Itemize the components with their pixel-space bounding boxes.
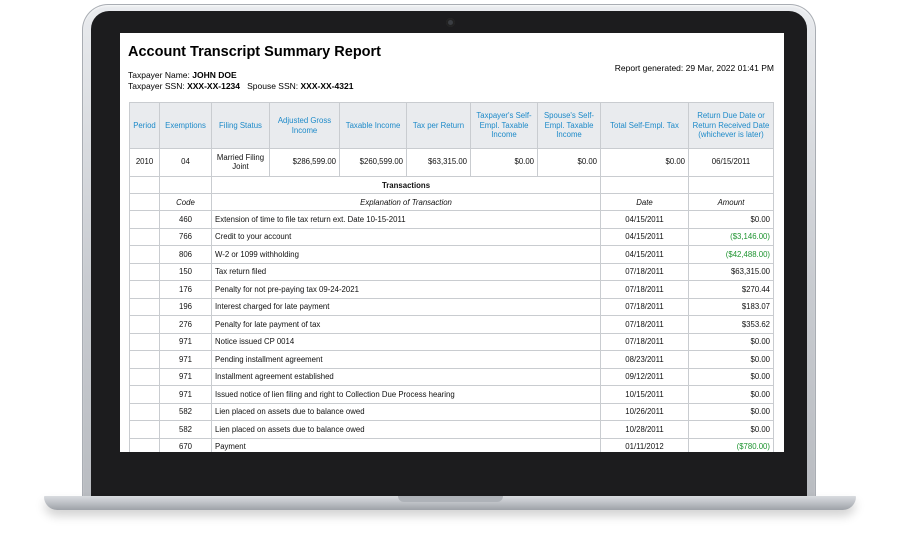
transaction-amount: ($3,146.00) [689, 228, 774, 246]
taxpayer-name-label: Taxpayer Name: [128, 70, 190, 80]
transaction-amount: ($42,488.00) [689, 246, 774, 264]
taxpayer-name-line [128, 70, 237, 80]
transaction-amount: $0.00 [689, 421, 774, 439]
transaction-code: 196 [160, 298, 212, 316]
transaction-date: 07/18/2011 [601, 281, 689, 299]
transaction-explanation: Tax return filed [212, 263, 601, 281]
header-total-se-tax: Total Self-Empl. Tax [601, 103, 689, 149]
transaction-amount: ($780.00) [689, 438, 774, 452]
transaction-explanation: Installment agreement established [212, 368, 601, 386]
transaction-row [130, 246, 774, 264]
transaction-explanation: Penalty for late payment of tax [212, 316, 601, 334]
transaction-code: 971 [160, 351, 212, 369]
spouse-ssn: XXX-XX-4321 [300, 81, 354, 91]
spouse-ssn-label: Spouse SSN: [247, 81, 299, 91]
transaction-row [130, 386, 774, 404]
transaction-row [130, 438, 774, 452]
cell-agi: $286,599.00 [270, 149, 340, 177]
header-code: Code [160, 194, 212, 211]
cell-taxable-income: $260,599.00 [340, 149, 407, 177]
transactions-body [130, 211, 774, 453]
header-taxable-income: Taxable Income [340, 103, 407, 149]
blank-cell [130, 316, 160, 334]
transaction-code: 582 [160, 403, 212, 421]
transaction-row [130, 228, 774, 246]
transaction-row [130, 351, 774, 369]
taxpayer-name: JOHN DOE [192, 70, 237, 80]
transaction-date: 08/23/2011 [601, 351, 689, 369]
summary-row [130, 149, 774, 177]
header-date: Date [601, 194, 689, 211]
transaction-date: 04/15/2011 [601, 246, 689, 264]
report-screen[interactable] [120, 33, 784, 452]
transaction-date: 04/15/2011 [601, 211, 689, 229]
report-generated-timestamp: Report generated: 29 Mar, 2022 01:41 PM [614, 63, 774, 73]
report-title: Account Transcript Summary Report [128, 44, 381, 60]
header-return-due-date: Return Due Date or Return Received Date (whichever is later) [689, 103, 774, 149]
transaction-code: 806 [160, 246, 212, 264]
transaction-explanation: Pending installment agreement [212, 351, 601, 369]
blank-cell [130, 298, 160, 316]
transaction-amount: $0.00 [689, 351, 774, 369]
cell-taxpayer-se-income: $0.00 [471, 149, 538, 177]
transaction-code: 766 [160, 228, 212, 246]
cell-tax-per-return: $63,315.00 [407, 149, 471, 177]
header-taxpayer-se-income: Taxpayer's Self-Empl. Taxable Income [471, 103, 538, 149]
transaction-row [130, 211, 774, 229]
transaction-date: 07/18/2011 [601, 316, 689, 334]
header-period: Period [130, 103, 160, 149]
blank-cell [130, 351, 160, 369]
transaction-explanation: Credit to your account [212, 228, 601, 246]
transaction-row [130, 403, 774, 421]
transaction-explanation: Lien placed on assets due to balance owed [212, 421, 601, 439]
transaction-code: 276 [160, 316, 212, 334]
transaction-date: 10/15/2011 [601, 386, 689, 404]
transaction-date: 04/15/2011 [601, 228, 689, 246]
transaction-amount: $63,315.00 [689, 263, 774, 281]
blank-cell [130, 177, 160, 194]
transaction-row [130, 298, 774, 316]
transaction-explanation: Payment [212, 438, 601, 452]
transaction-amount: $0.00 [689, 211, 774, 229]
bezel-chin [91, 452, 807, 496]
transaction-explanation: Notice issued CP 0014 [212, 333, 601, 351]
transaction-row [130, 263, 774, 281]
transaction-code: 150 [160, 263, 212, 281]
transaction-amount: $0.00 [689, 403, 774, 421]
header-amount: Amount [689, 194, 774, 211]
transaction-explanation: Issued notice of lien filing and right to Collection Due Process hearing [212, 386, 601, 404]
header-exemptions: Exemptions [160, 103, 212, 149]
transactions-title: Transactions [212, 177, 601, 194]
transaction-date: 09/12/2011 [601, 368, 689, 386]
blank-cell [160, 177, 212, 194]
blank-cell [130, 228, 160, 246]
ssn-line [128, 81, 353, 91]
transcript-table [129, 102, 774, 452]
webcam-icon [446, 18, 455, 27]
transaction-explanation: Penalty for not pre-paying tax 09-24-2021 [212, 281, 601, 299]
blank-cell [130, 438, 160, 452]
transaction-code: 670 [160, 438, 212, 452]
transaction-row [130, 316, 774, 334]
transaction-code: 176 [160, 281, 212, 299]
cell-return-due-date: 06/15/2011 [689, 149, 774, 177]
blank-cell [130, 263, 160, 281]
transaction-date: 07/18/2011 [601, 263, 689, 281]
cell-period: 2010 [130, 149, 160, 177]
transactions-header-row [130, 194, 774, 211]
transaction-row [130, 281, 774, 299]
blank-cell [130, 281, 160, 299]
blank-cell [130, 211, 160, 229]
blank-cell [601, 177, 689, 194]
cell-exemptions: 04 [160, 149, 212, 177]
transaction-date: 10/28/2011 [601, 421, 689, 439]
summary-header-row [130, 103, 774, 149]
transaction-code: 460 [160, 211, 212, 229]
transaction-row [130, 421, 774, 439]
transaction-code: 971 [160, 333, 212, 351]
transaction-explanation: W-2 or 1099 withholding [212, 246, 601, 264]
blank-cell [130, 246, 160, 264]
transaction-amount: $0.00 [689, 368, 774, 386]
cell-spouse-se-income: $0.00 [538, 149, 601, 177]
blank-cell [130, 368, 160, 386]
transaction-amount: $0.00 [689, 386, 774, 404]
transaction-row [130, 368, 774, 386]
header-explanation: Explanation of Transaction [212, 194, 601, 211]
transaction-explanation: Lien placed on assets due to balance owed [212, 403, 601, 421]
header-spouse-se-income: Spouse's Self-Empl. Taxable Income [538, 103, 601, 149]
blank-cell [689, 177, 774, 194]
blank-cell [130, 421, 160, 439]
cell-filing-status: Married Filing Joint [212, 149, 270, 177]
blank-cell [130, 194, 160, 211]
header-agi: Adjusted Gross Income [270, 103, 340, 149]
header-tax-per-return: Tax per Return [407, 103, 471, 149]
transaction-date: 01/11/2012 [601, 438, 689, 452]
blank-cell [130, 333, 160, 351]
transaction-explanation: Extension of time to file tax return ext. Date 10-15-2011 [212, 211, 601, 229]
transaction-amount: $0.00 [689, 333, 774, 351]
transaction-date: 07/18/2011 [601, 298, 689, 316]
header-filing-status: Filing Status [212, 103, 270, 149]
transaction-date: 10/26/2011 [601, 403, 689, 421]
transaction-amount: $270.44 [689, 281, 774, 299]
transaction-code: 971 [160, 368, 212, 386]
transaction-amount: $353.62 [689, 316, 774, 334]
blank-cell [130, 386, 160, 404]
taxpayer-ssn: XXX-XX-1234 [187, 81, 240, 91]
transactions-title-row [130, 177, 774, 194]
transaction-code: 582 [160, 421, 212, 439]
transaction-row [130, 333, 774, 351]
transaction-code: 971 [160, 386, 212, 404]
transaction-explanation: Interest charged for late payment [212, 298, 601, 316]
blank-cell [130, 403, 160, 421]
cell-total-se-tax: $0.00 [601, 149, 689, 177]
transaction-date: 07/18/2011 [601, 333, 689, 351]
taxpayer-ssn-label: Taxpayer SSN: [128, 81, 185, 91]
transaction-amount: $183.07 [689, 298, 774, 316]
lid-notch [398, 496, 503, 502]
